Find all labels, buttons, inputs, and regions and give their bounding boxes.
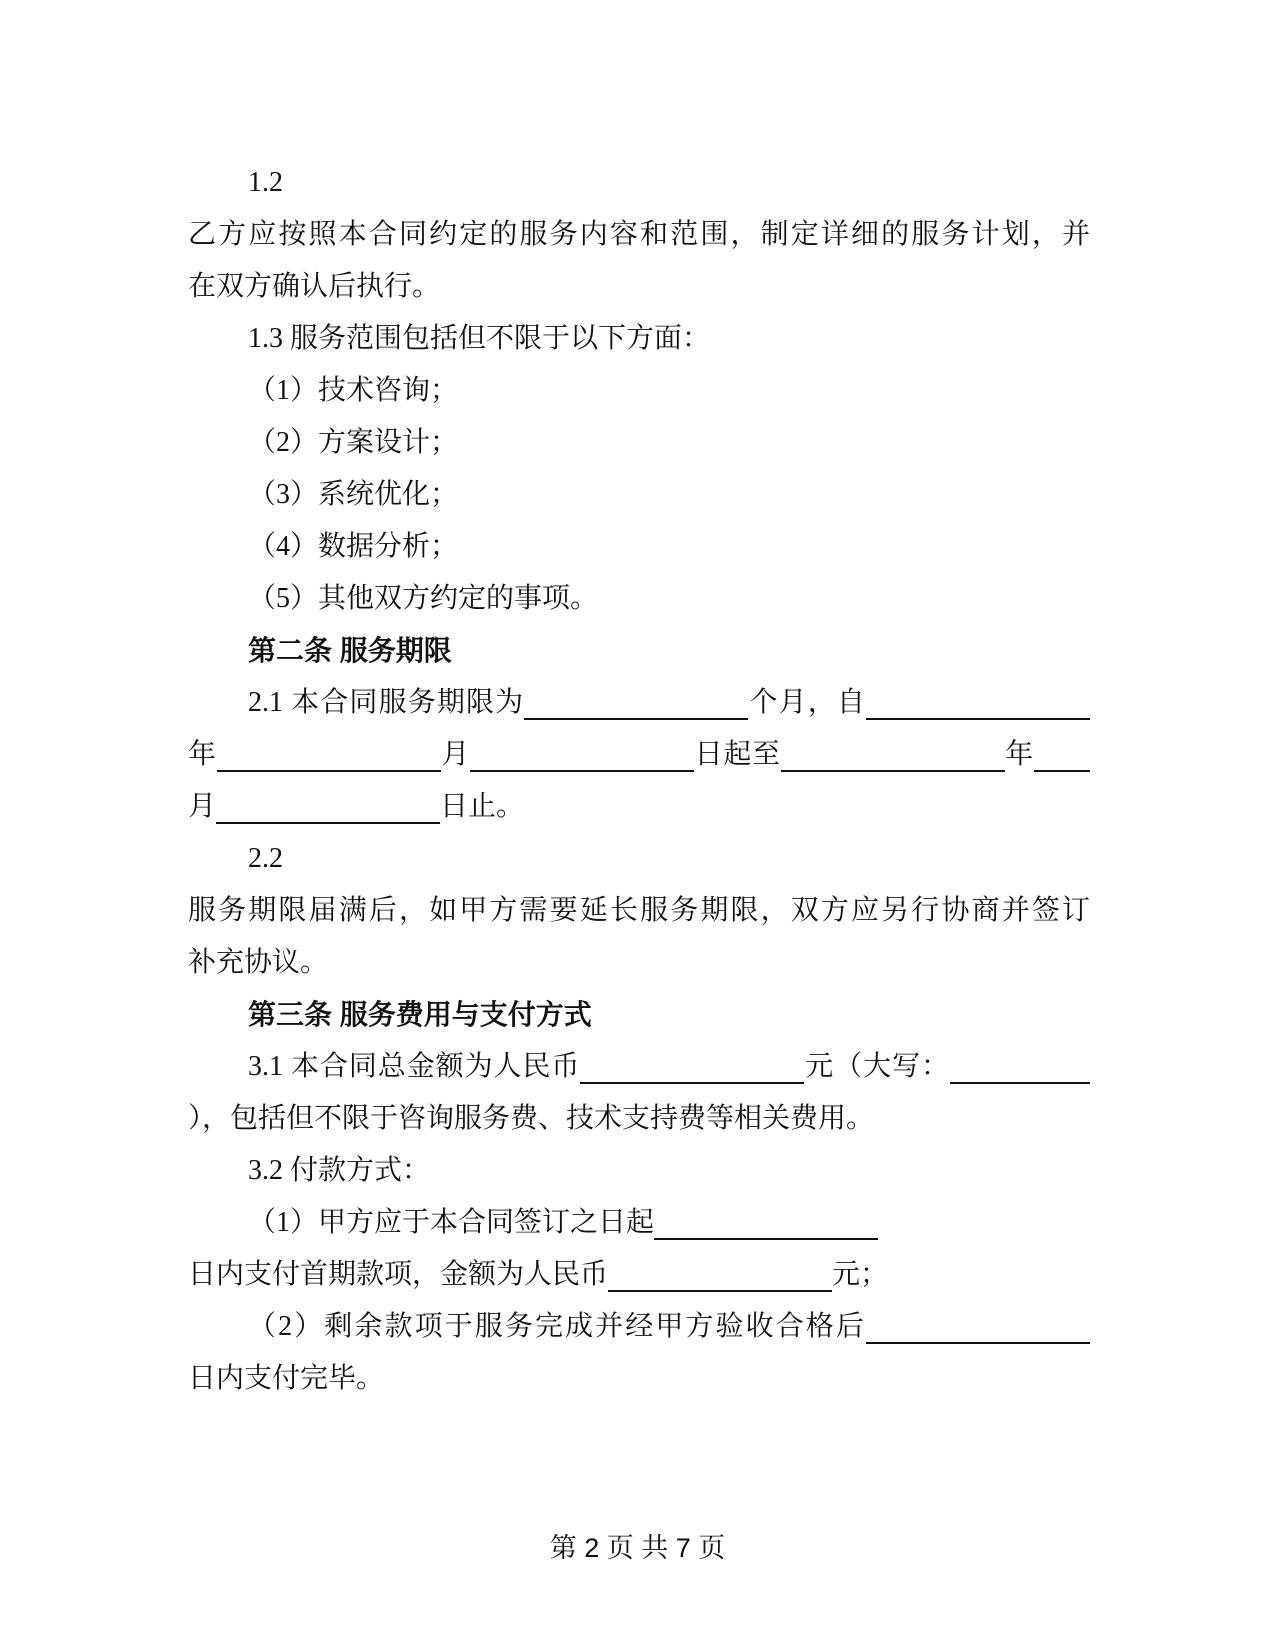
payment-item-2-line-1: （2）剩余款项于服务完成并经甲方验收合格后 (188, 1301, 1090, 1353)
article-2-heading: 第二条 服务期限 (248, 635, 452, 666)
form-blank (654, 1207, 878, 1240)
clause-1-2-text-line-1: 乙方应按照本合同约定的服务内容和范围，制定详细的服务计划，并 (188, 219, 1090, 250)
form-blank (217, 739, 441, 772)
clause-2-2-text-line-1: 服务期限届满后，如甲方需要延长服务期限，双方应另行协商并签订 (188, 895, 1090, 926)
form-blank (524, 687, 748, 720)
form-blank (781, 739, 1005, 772)
page-footer: 第 2 页 共 7 页 (549, 1533, 726, 1563)
form-blank (216, 791, 440, 824)
form-blank (470, 739, 694, 772)
form-blank (608, 1259, 832, 1292)
scope-item-4: （4）数据分析； (248, 531, 459, 562)
section-number-1-2: 1.2 (248, 167, 283, 198)
form-blank (950, 1051, 1090, 1084)
form-blank (866, 687, 1090, 720)
clause-2-1-line-1: 2.1 本合同服务期限为 个月，自 (188, 677, 1090, 729)
clause-2-1-line-2: 年 月 日起至 年 (188, 729, 1090, 781)
clause-2-1-line-3: 月 日止。 (188, 791, 525, 822)
clause-3-2-heading: 3.2 付款方式： (248, 1155, 431, 1186)
scope-item-1: （1）技术咨询； (248, 375, 459, 406)
payment-item-1-line-2: 日内支付首期款项，金额为人民币 元； (188, 1259, 889, 1290)
form-blank (580, 1051, 804, 1084)
article-3-heading: 第三条 服务费用与支付方式 (248, 999, 592, 1030)
section-number-2-2: 2.2 (248, 843, 283, 874)
form-blank (1034, 739, 1090, 772)
form-blank (866, 1311, 1090, 1344)
clause-1-2-text-line-2: 在双方确认后执行。 (188, 271, 441, 302)
payment-item-2-line-2: 日内支付完毕。 (188, 1363, 385, 1394)
payment-item-1-line-1: （1）甲方应于本合同签订之日起 (188, 1197, 1090, 1249)
clause-3-1-line-2: ），包括但不限于咨询服务费、技术支持费等相关费用。 (188, 1103, 875, 1134)
clause-3-1-line-1: 3.1 本合同总金额为人民币 元（大写： (188, 1041, 1090, 1093)
scope-item-3: （3）系统优化； (248, 479, 459, 510)
scope-item-5: （5）其他双方约定的事项。 (248, 583, 599, 614)
scope-item-2: （2）方案设计； (248, 427, 459, 458)
clause-1-3-heading: 1.3 服务范围包括但不限于以下方面： (248, 323, 711, 354)
contract-body (188, 157, 1090, 1405)
clause-2-2-text-line-2: 补充协议。 (188, 947, 329, 978)
